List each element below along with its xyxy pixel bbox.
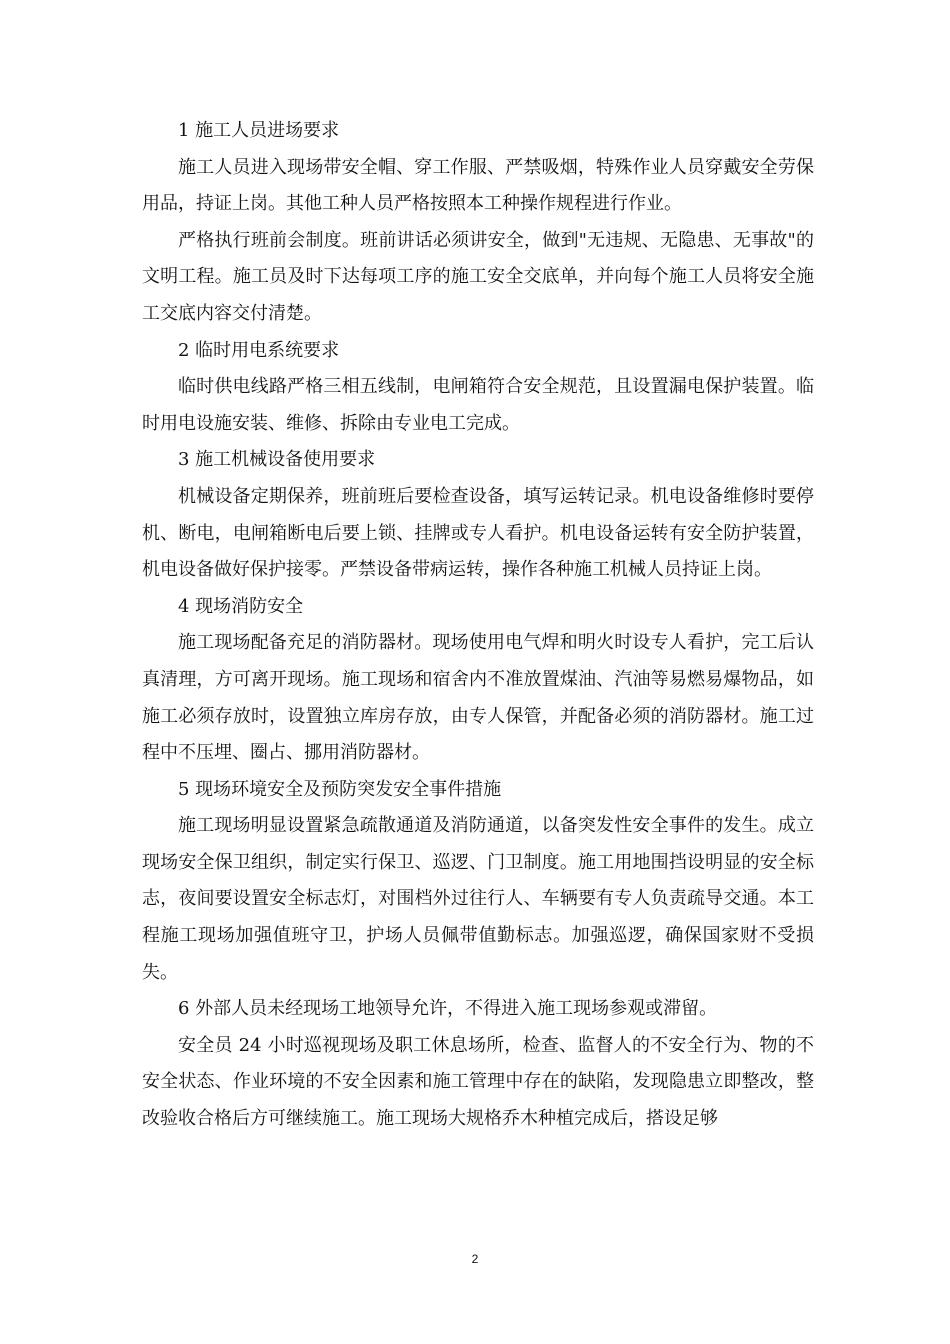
section-heading: 6 外部人员未经现场工地领导允许，不得进入施工现场参观或滞留。 xyxy=(178,998,718,1020)
section-heading: 3 施工机械设备使用要求 xyxy=(178,449,376,471)
body-paragraph: 施工现场明显设置紧急疏散通道及消防通道，以备突发性安全事件的发生。成立现场安全保卫组织，制定实行保卫、巡逻、门卫制度。施工用地围挡设明显的安全标志，夜间要设置安全标志灯，对围档外过往行人、车辆要有专人负责疏导交通。本工程施工现场加强值班守卫，护场人员佩带值勤标志。加强巡逻，确保国家财不受损失。 xyxy=(142,815,814,983)
page-number: 2 xyxy=(471,1252,479,1266)
body-paragraph: 临时供电线路严格三相五线制，电闸箱符合安全规范，且设置漏电保护装置。临时用电设施安装、维修、拆除由专业电工完成。 xyxy=(142,376,814,434)
section-heading: 5 现场环境安全及预防突发安全事件措施 xyxy=(178,778,502,800)
body-paragraph: 施工人员进入现场带安全帽、穿工作服、严禁吸烟，特殊作业人员穿戴安全劳保用品，持证上岗。其他工种人员严格按照本工种操作规程进行作业。 xyxy=(142,156,814,215)
section-heading: 2 临时用电系统要求 xyxy=(178,339,340,361)
body-paragraph: 机械设备定期保养，班前班后要检查设备，填写运转记录。机电设备维修时要停机、断电，电闸箱断电后要上锁、挂牌或专人看护。机电设备运转有安全防护装置，机电设备做好保护接零。严禁设备带病运转，操作各种施工机械人员持证上岗。 xyxy=(142,485,814,581)
body-paragraph: 施工现场配备充足的消防器材。现场使用电气焊和明火时设专人看护，完工后认真清理，方可离开现场。施工现场和宿舍内不准放置煤油、汽油等易燃易爆物品，如施工必须存放时，设置独立库房存放，由专人保管，并配备必须的消防器材。施工过程中不压埋、圈占、挪用消防器材。 xyxy=(142,632,814,764)
section-heading: 1 施工人员进场要求 xyxy=(178,120,340,141)
body-paragraph: 严格执行班前会制度。班前讲话必须讲安全，做到"无违规、无隐患、无事故"的文明工程。施工员及时下达每项工序的施工安全交底单，并向每个施工人员将安全施工交底内容交付清楚。 xyxy=(142,229,814,324)
section-heading: 4 现场消防安全 xyxy=(178,595,304,617)
document-body xyxy=(142,113,814,1138)
body-paragraph: 安全员 24 小时巡视现场及职工休息场所，检查、监督人的不安全行为、物的不安全状态、作业环境的不安全因素和施工管理中存在的缺陷，发现隐患立即整改，整改验收合格后方可继续施工。施工现场大规格乔木种植完成后，搭设足够 xyxy=(142,1034,814,1130)
